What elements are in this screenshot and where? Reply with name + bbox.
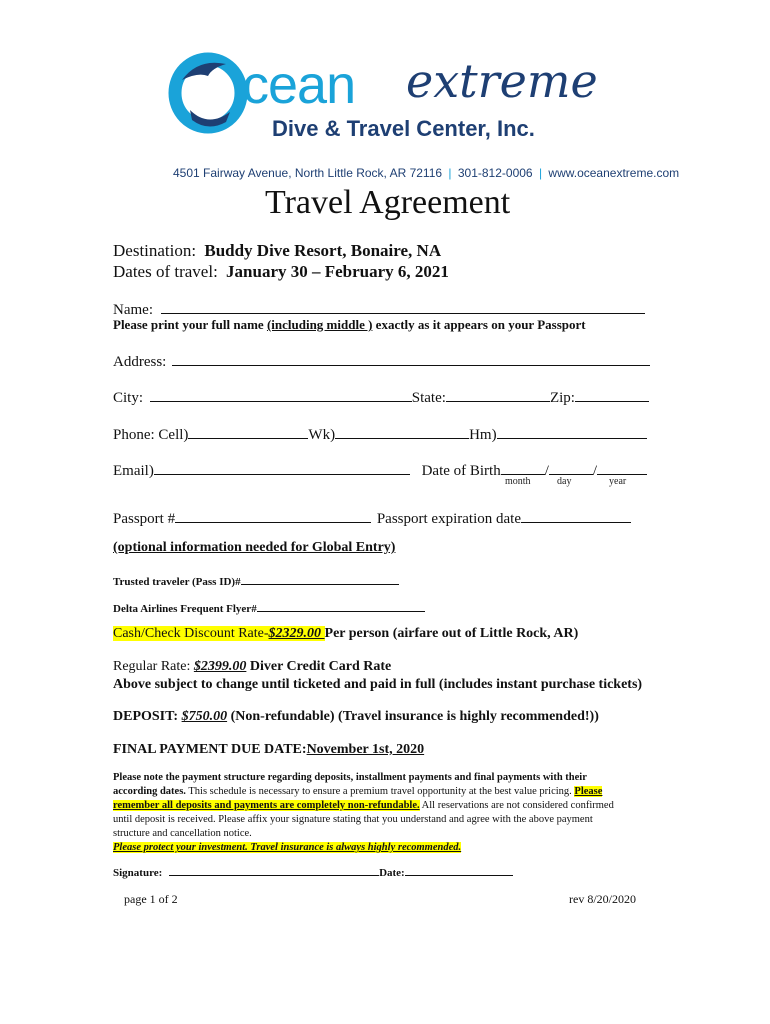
email-label: Email) xyxy=(113,463,154,479)
final-payment-row xyxy=(113,742,424,758)
dates-value: January 30 – February 6, 2021 xyxy=(226,262,449,281)
phone-wk-field[interactable] xyxy=(335,423,469,439)
email-field[interactable] xyxy=(154,459,410,475)
signature-date-label: Date: xyxy=(379,867,405,879)
page-title: Travel Agreement xyxy=(265,184,511,221)
dob-day-field[interactable] xyxy=(549,459,593,475)
notice-line-6 xyxy=(113,841,614,855)
city-field[interactable] xyxy=(150,386,412,402)
subject-note: Above subject to change until ticketed and paid in full (includes instant purchase tickets) xyxy=(113,677,643,692)
logo-word-extreme: extreme xyxy=(406,54,598,108)
name-note-text: Please print your full name xyxy=(113,317,267,332)
notice-line-2 xyxy=(113,785,614,799)
dob-month-label: month xyxy=(505,476,531,487)
passport-row xyxy=(113,507,631,528)
dob-slash: / xyxy=(544,463,549,479)
regular-rate-value: $2399.00 xyxy=(193,659,247,674)
notice-line-4: until deposit is received. Please affix your signature stating that you understand and agree with the above payment xyxy=(113,814,593,825)
cash-rate-suffix: Per person (airfare out of Little Rock, AR) xyxy=(324,626,579,641)
name-row xyxy=(113,298,645,319)
deposit-label: DEPOSIT: xyxy=(113,709,182,724)
name-field[interactable] xyxy=(161,298,645,314)
address-field[interactable] xyxy=(172,350,650,366)
dob-year-label: year xyxy=(609,476,627,487)
deposit-suffix: (Non-refundable) (Travel insurance is highly recommended!)) xyxy=(227,709,599,724)
delta-row xyxy=(113,600,425,615)
notice-highlight: Please protect your investment. Travel insurance is always highly recommended. xyxy=(113,842,462,853)
contact-website: www.oceanextreme.com xyxy=(548,166,680,180)
trusted-field[interactable] xyxy=(241,573,399,585)
cash-rate-value: $2329.00 xyxy=(268,626,325,641)
passport-exp-field[interactable] xyxy=(521,507,631,523)
final-payment-label: FINAL PAYMENT DUE DATE: xyxy=(113,742,307,757)
notice-highlight: Please xyxy=(574,786,603,797)
signature-label: Signature: xyxy=(113,867,163,879)
regular-rate-suffix: Diver Credit Card Rate xyxy=(246,659,392,674)
cash-rate-row xyxy=(113,626,578,642)
passport-label: Passport # xyxy=(113,511,176,527)
contact-line xyxy=(173,166,679,180)
notice-bold-text: according dates. xyxy=(113,786,186,797)
destination-row xyxy=(113,241,441,261)
regular-rate-row xyxy=(113,659,391,675)
logo xyxy=(168,48,608,158)
dolphin-o-logo-icon xyxy=(168,50,248,136)
phone-row xyxy=(113,423,647,444)
dob-year-field[interactable] xyxy=(597,459,647,475)
name-note xyxy=(113,317,586,333)
regular-rate-label: Regular Rate: xyxy=(113,659,194,674)
state-label: State: xyxy=(411,390,446,406)
notice-line-5: structure and cancellation notice. xyxy=(113,828,252,839)
notice-highlight: remember all deposits and payments are completely non-refundable. xyxy=(113,800,420,811)
deposit-row xyxy=(113,709,599,725)
notice-line-1: Please note the payment structure regarding deposits, installment payments and final payments with their xyxy=(113,772,587,783)
final-payment-value: November 1st, 2020 xyxy=(306,742,425,757)
passport-field[interactable] xyxy=(175,507,371,523)
cash-rate-label: Cash/Check Discount Rate- xyxy=(113,626,269,641)
notice-block xyxy=(113,771,614,855)
zip-label: Zip: xyxy=(549,390,575,406)
notice-text: All reservations are not considered confirmed xyxy=(419,800,614,811)
signature-field[interactable] xyxy=(169,864,379,876)
name-label: Name: xyxy=(113,302,153,318)
city-label: City: xyxy=(113,390,144,406)
delta-field[interactable] xyxy=(257,600,425,612)
optional-heading: (optional information needed for Global Entry) xyxy=(113,540,396,555)
name-note-underlined: (including middle ) xyxy=(266,317,373,332)
phone-hm-label: Hm) xyxy=(469,427,497,443)
dob-label: Date of Birth xyxy=(421,463,501,479)
notice-text: This schedule is necessary to ensure a premium travel opportunity at the best value pricing. xyxy=(185,786,575,797)
delta-label: Delta Airlines Frequent Flyer# xyxy=(113,603,257,615)
dob-slash: / xyxy=(592,463,598,479)
notice-line-3 xyxy=(113,799,614,813)
phone-wk-label: Wk) xyxy=(308,427,336,443)
state-field[interactable] xyxy=(446,386,550,402)
signature-date-field[interactable] xyxy=(405,864,513,876)
phone-cell-label: Phone: Cell) xyxy=(113,427,189,443)
trusted-row xyxy=(113,573,399,588)
deposit-value: $750.00 xyxy=(181,709,228,724)
dob-day-label: day xyxy=(557,476,572,487)
destination-label: Destination: xyxy=(113,241,197,260)
city-row xyxy=(113,386,649,407)
signature-row xyxy=(113,864,513,879)
passport-exp-label: Passport expiration date xyxy=(376,511,521,527)
name-note-text-end: exactly as it appears on your Passport xyxy=(372,317,586,332)
address-row xyxy=(113,350,650,371)
phone-cell-field[interactable] xyxy=(188,423,308,439)
destination-value: Buddy Dive Resort, Bonaire, NA xyxy=(204,241,442,260)
dob-month-field[interactable] xyxy=(501,459,545,475)
contact-address: 4501 Fairway Avenue, North Little Rock, AR 72116 xyxy=(173,166,443,180)
dates-row xyxy=(113,262,449,282)
logo-subtitle: Dive & Travel Center, Inc. xyxy=(272,116,535,141)
revision-date: rev 8/20/2020 xyxy=(569,892,636,906)
contact-phone: 301-812-0006 xyxy=(457,166,533,180)
contact-separator: | xyxy=(448,166,452,180)
page-number: page 1 of 2 xyxy=(124,892,178,906)
zip-field[interactable] xyxy=(575,386,649,402)
logo-word-ocean: cean xyxy=(242,55,356,115)
dates-label: Dates of travel: xyxy=(113,262,218,281)
contact-separator: | xyxy=(538,166,543,180)
trusted-label: Trusted traveler (Pass ID)# xyxy=(113,576,241,588)
phone-hm-field[interactable] xyxy=(497,423,647,439)
address-label: Address: xyxy=(113,354,167,370)
